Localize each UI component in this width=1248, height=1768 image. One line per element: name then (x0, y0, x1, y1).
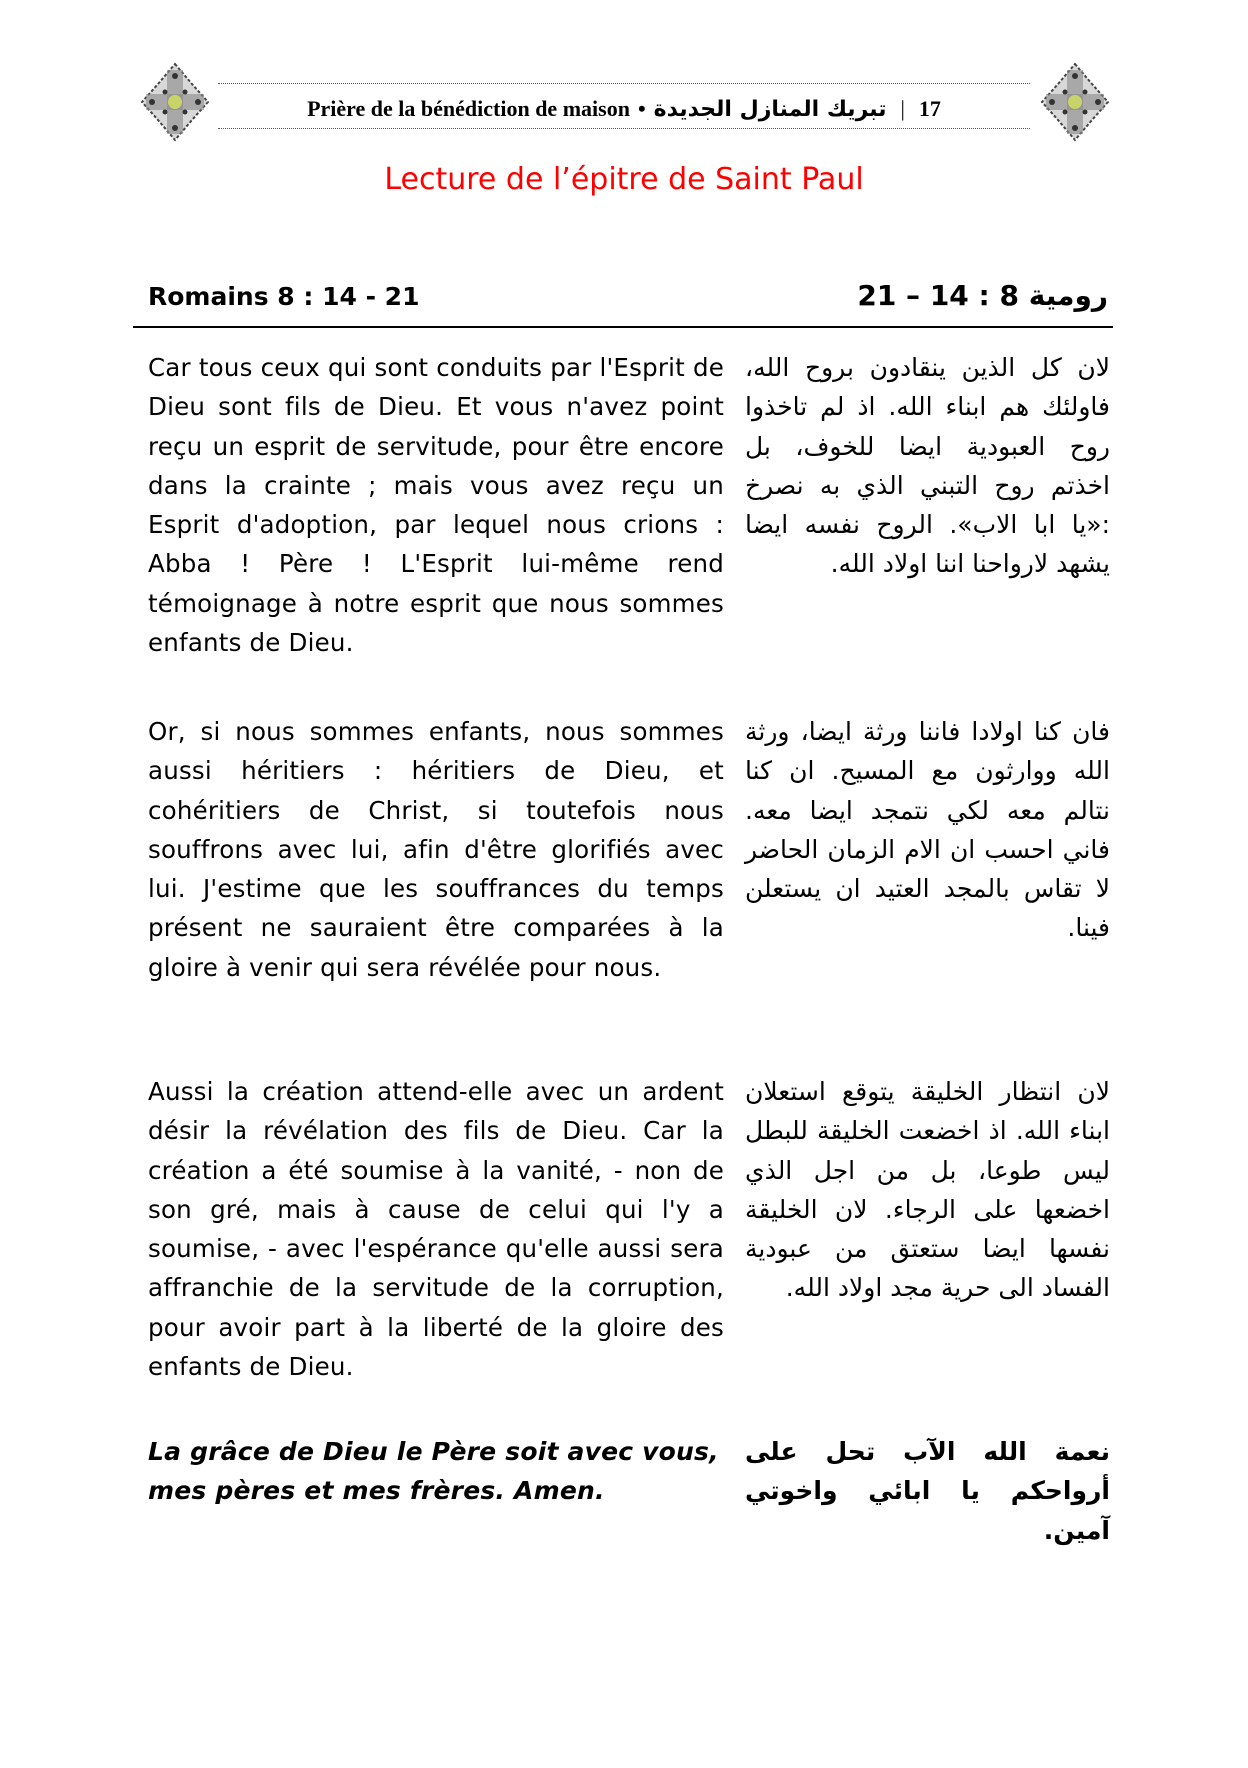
passage-fr-3: Aussi la création attend-elle avec un ardent désir la révélation des fils de Dieu. Car la création a été soumise à la vanité, - non de son gré, mais à cause de celui qui l'y a soumise, - avec l'espérance qu'elle aussi sera affranchie de la servitude de la corruption, pour avoir part à la liberté de la gloire des enfants de Dieu. (148, 1077, 724, 1382)
passage-fr-1: Car tous ceux qui sont conduits par l'Esprit de Dieu sont fils de Dieu. Et vous n'avez point reçu un esprit de servitude, pour être encore dans la crainte ; mais vous avez reçu un Esprit d'adoption, par lequel nous crions : Abba ! Père ! L'Esprit lui-même rend témoignage à notre esprit que nous sommes enfants de Dieu. (148, 353, 724, 658)
closing-blessing-ar: نعمة الله الآب تحل على أرواحكم يا ابائي واخوتي آمين. (745, 1437, 1110, 1545)
passage-fr-2: Or, si nous sommes enfants, nous sommes aussi héritiers : héritiers de Dieu, et cohéritiers de Christ, si toutefois nous souffrons avec lui, afin d'être glorifiés avec lui. J'estime que les souffrances du temps présent ne sauraient être comparées à la gloire à venir qui sera révélée pour nous. (148, 717, 724, 982)
passage-ar-3: لان انتظار الخليقة يتوقع استعلان ابناء الله. اذ اخضعت الخليقة للبطل ليس طوعا، بل من اجل الذي اخضعها على الرجاء. لان الخليقة نفسها ايضا ستعتق من عبودية الفساد الى حرية مجد اولاد الله. (745, 1077, 1110, 1303)
reference-ar: رومية 8 : 14 – 21 (857, 279, 1108, 312)
header-rule-bottom (218, 128, 1030, 129)
reference-fr: Romains 8 : 14 - 21 (148, 282, 420, 311)
running-title-fr: Prière de la bénédiction de maison (307, 96, 630, 121)
header-separator: | (900, 96, 905, 121)
passage-ar-2: فان كنا اولادا فاننا ورثة ايضا، ورثة الله ووارثون مع المسيح. ان كنا نتالم معه لكي نتمجد ايضا معه. فاني احسب ان الام الزمان الحاضر لا تقاس بالمجد العتيد ان يستعلن فينا. (745, 717, 1110, 943)
running-title-ar: تبريك المنازل الجديدة (653, 96, 887, 122)
header-bullet: • (637, 96, 646, 121)
page-number: 17 (918, 96, 941, 121)
running-header (218, 93, 1030, 125)
section-divider (133, 326, 1113, 328)
coptic-cross-ornament-icon (1040, 62, 1110, 142)
closing-blessing-fr: La grâce de Dieu le Père soit avec vous, mes pères et mes frères. Amen. (148, 1437, 719, 1506)
coptic-cross-ornament-icon (140, 62, 210, 142)
page-title: Lecture de l’épitre de Saint Paul (384, 162, 864, 197)
header-rule-top (218, 83, 1030, 84)
passage-ar-1: لان كل الذين ينقادون بروح الله، فاولئك هم ابناء الله. اذ لم تاخذوا روح العبودية ايضا للخوف، بل اخذتم روح التبني الذي به نصرخ :«يا ابا الاب». الروح نفسه ايضا يشهد لارواحنا اننا اولاد الله. (745, 353, 1110, 579)
